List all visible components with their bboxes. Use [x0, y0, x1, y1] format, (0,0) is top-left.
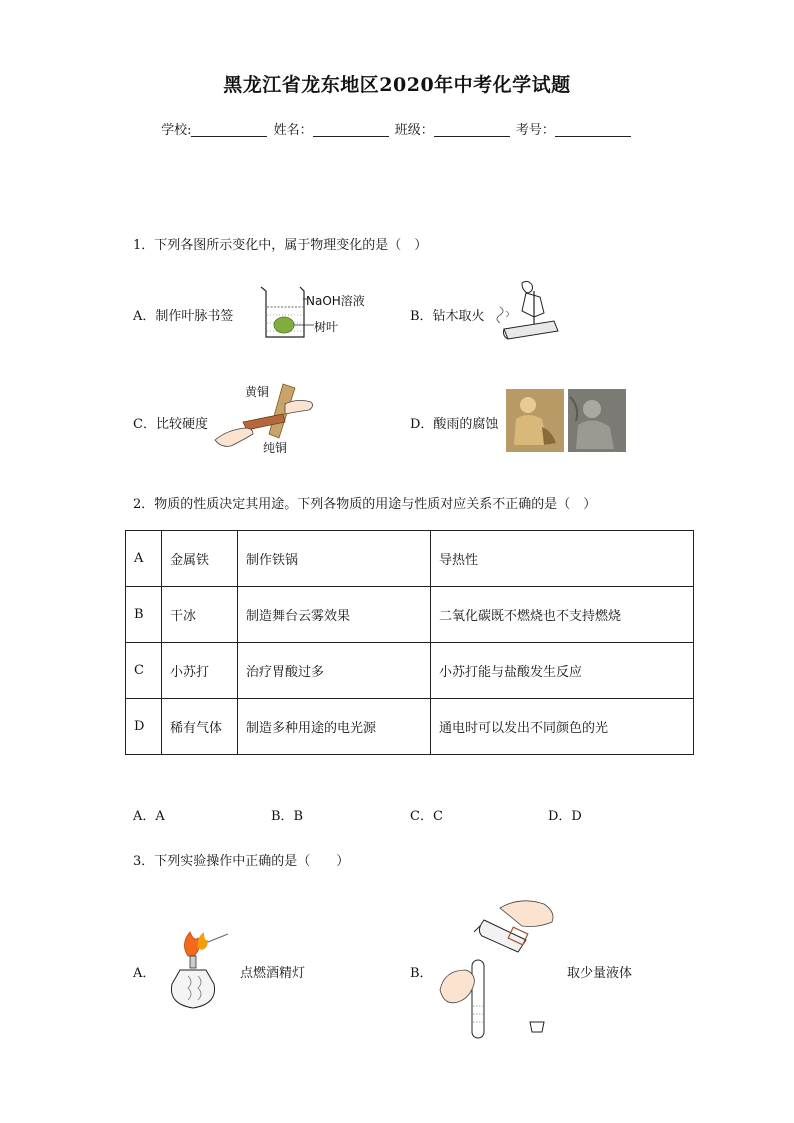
- q1-option-a-label: A．制作叶脉书签: [133, 309, 234, 324]
- name-label: 姓名：: [273, 123, 313, 138]
- naoh-label: NaOH溶液: [306, 294, 365, 308]
- table-row: [126, 531, 694, 587]
- leaf-icon: [274, 317, 294, 333]
- q2-choice-b: B．B: [271, 809, 304, 824]
- table-cell: 二氧化碳既不燃烧也不支持燃烧: [431, 587, 694, 643]
- drilling-fire-figure: [494, 277, 566, 345]
- school-blank: [191, 122, 267, 137]
- flame-icon: [184, 932, 199, 956]
- leaf-label: 树叶: [314, 320, 339, 334]
- table-cell: 制造多种用途的电光源: [238, 699, 431, 755]
- class-label: 班级：: [394, 123, 434, 138]
- beaker-leaf-figure: [258, 285, 378, 345]
- q2-choice-a: A．A: [133, 809, 165, 824]
- hardness-comparison-figure: [213, 380, 318, 460]
- q3-option-b-letter: B．: [410, 966, 433, 981]
- class-blank: [434, 122, 510, 137]
- table-cell: 导热性: [431, 531, 694, 587]
- copper-label: 纯铜: [263, 441, 288, 455]
- wick-holder: [190, 956, 196, 968]
- name-blank: [313, 122, 389, 137]
- lamp-body-icon: [171, 970, 214, 1008]
- hand-icon: [500, 901, 553, 927]
- flame-icon: [198, 932, 208, 950]
- table-cell: D: [126, 699, 162, 755]
- test-tube-icon: [472, 960, 484, 1038]
- reagent-bottle-icon: [479, 920, 526, 952]
- table-cell: 通电时可以发出不同颜色的光: [431, 699, 694, 755]
- exam-number-label: 考号：: [515, 123, 555, 138]
- table-cell: 制造舞台云雾效果: [238, 587, 431, 643]
- table-cell: 干冰: [162, 587, 238, 643]
- q3-option-b-caption: 取少量液体: [567, 966, 633, 981]
- q1-option-d-label: D．酸雨的腐蚀: [410, 417, 499, 432]
- table-row: [126, 643, 694, 699]
- q1-option-c-label: C．比较硬度: [133, 417, 208, 432]
- exam-number-blank: [555, 122, 631, 137]
- student-info-line: [0, 119, 794, 138]
- q1-option-b-label: B．钻木取火: [410, 309, 485, 324]
- table-row: [126, 699, 694, 755]
- hand-icon: [285, 400, 313, 414]
- table-cell: 小苏打能与盐酸发生反应: [431, 643, 694, 699]
- question-2-stem: 2．物质的性质决定其用途。下列各物质的用途与性质对应关系不正确的是（ ）: [133, 497, 597, 512]
- acid-rain-photos: [506, 389, 626, 452]
- table-cell: B: [126, 587, 162, 643]
- table-cell: A: [126, 531, 162, 587]
- table-cell: C: [126, 643, 162, 699]
- q2-choice-d: D．D: [548, 809, 582, 824]
- table-cell: 治疗胃酸过多: [238, 643, 431, 699]
- question-3-stem: 3．下列实验操作中正确的是（ ）: [133, 854, 350, 869]
- brass-label: 黄铜: [245, 385, 270, 399]
- question-1-stem: 1．下列各图所示变化中，属于物理变化的是（ ）: [133, 238, 428, 253]
- q3-option-a-caption: 点燃酒精灯: [240, 966, 306, 981]
- table-cell: 稀有气体: [162, 699, 238, 755]
- q3-option-a-letter: A．: [133, 966, 156, 981]
- q2-choice-c: C．C: [410, 809, 443, 824]
- table-cell: 小苏打: [162, 643, 238, 699]
- table-cell: 金属铁: [162, 531, 238, 587]
- page-title: 黑龙江省龙东地区2020年中考化学试题: [223, 74, 571, 96]
- hand-icon: [440, 970, 474, 1003]
- property-use-table: [125, 530, 694, 755]
- bottle-stopper-icon: [530, 1022, 544, 1032]
- alcohol-lamp-figure: [158, 926, 230, 1016]
- pouring-liquid-figure: [434, 896, 559, 1041]
- hand-icon: [215, 428, 253, 446]
- table-cell: 制作铁锅: [238, 531, 431, 587]
- table-row: [126, 587, 694, 643]
- school-label: 学校:: [161, 123, 192, 138]
- smoke-icon: [497, 307, 503, 323]
